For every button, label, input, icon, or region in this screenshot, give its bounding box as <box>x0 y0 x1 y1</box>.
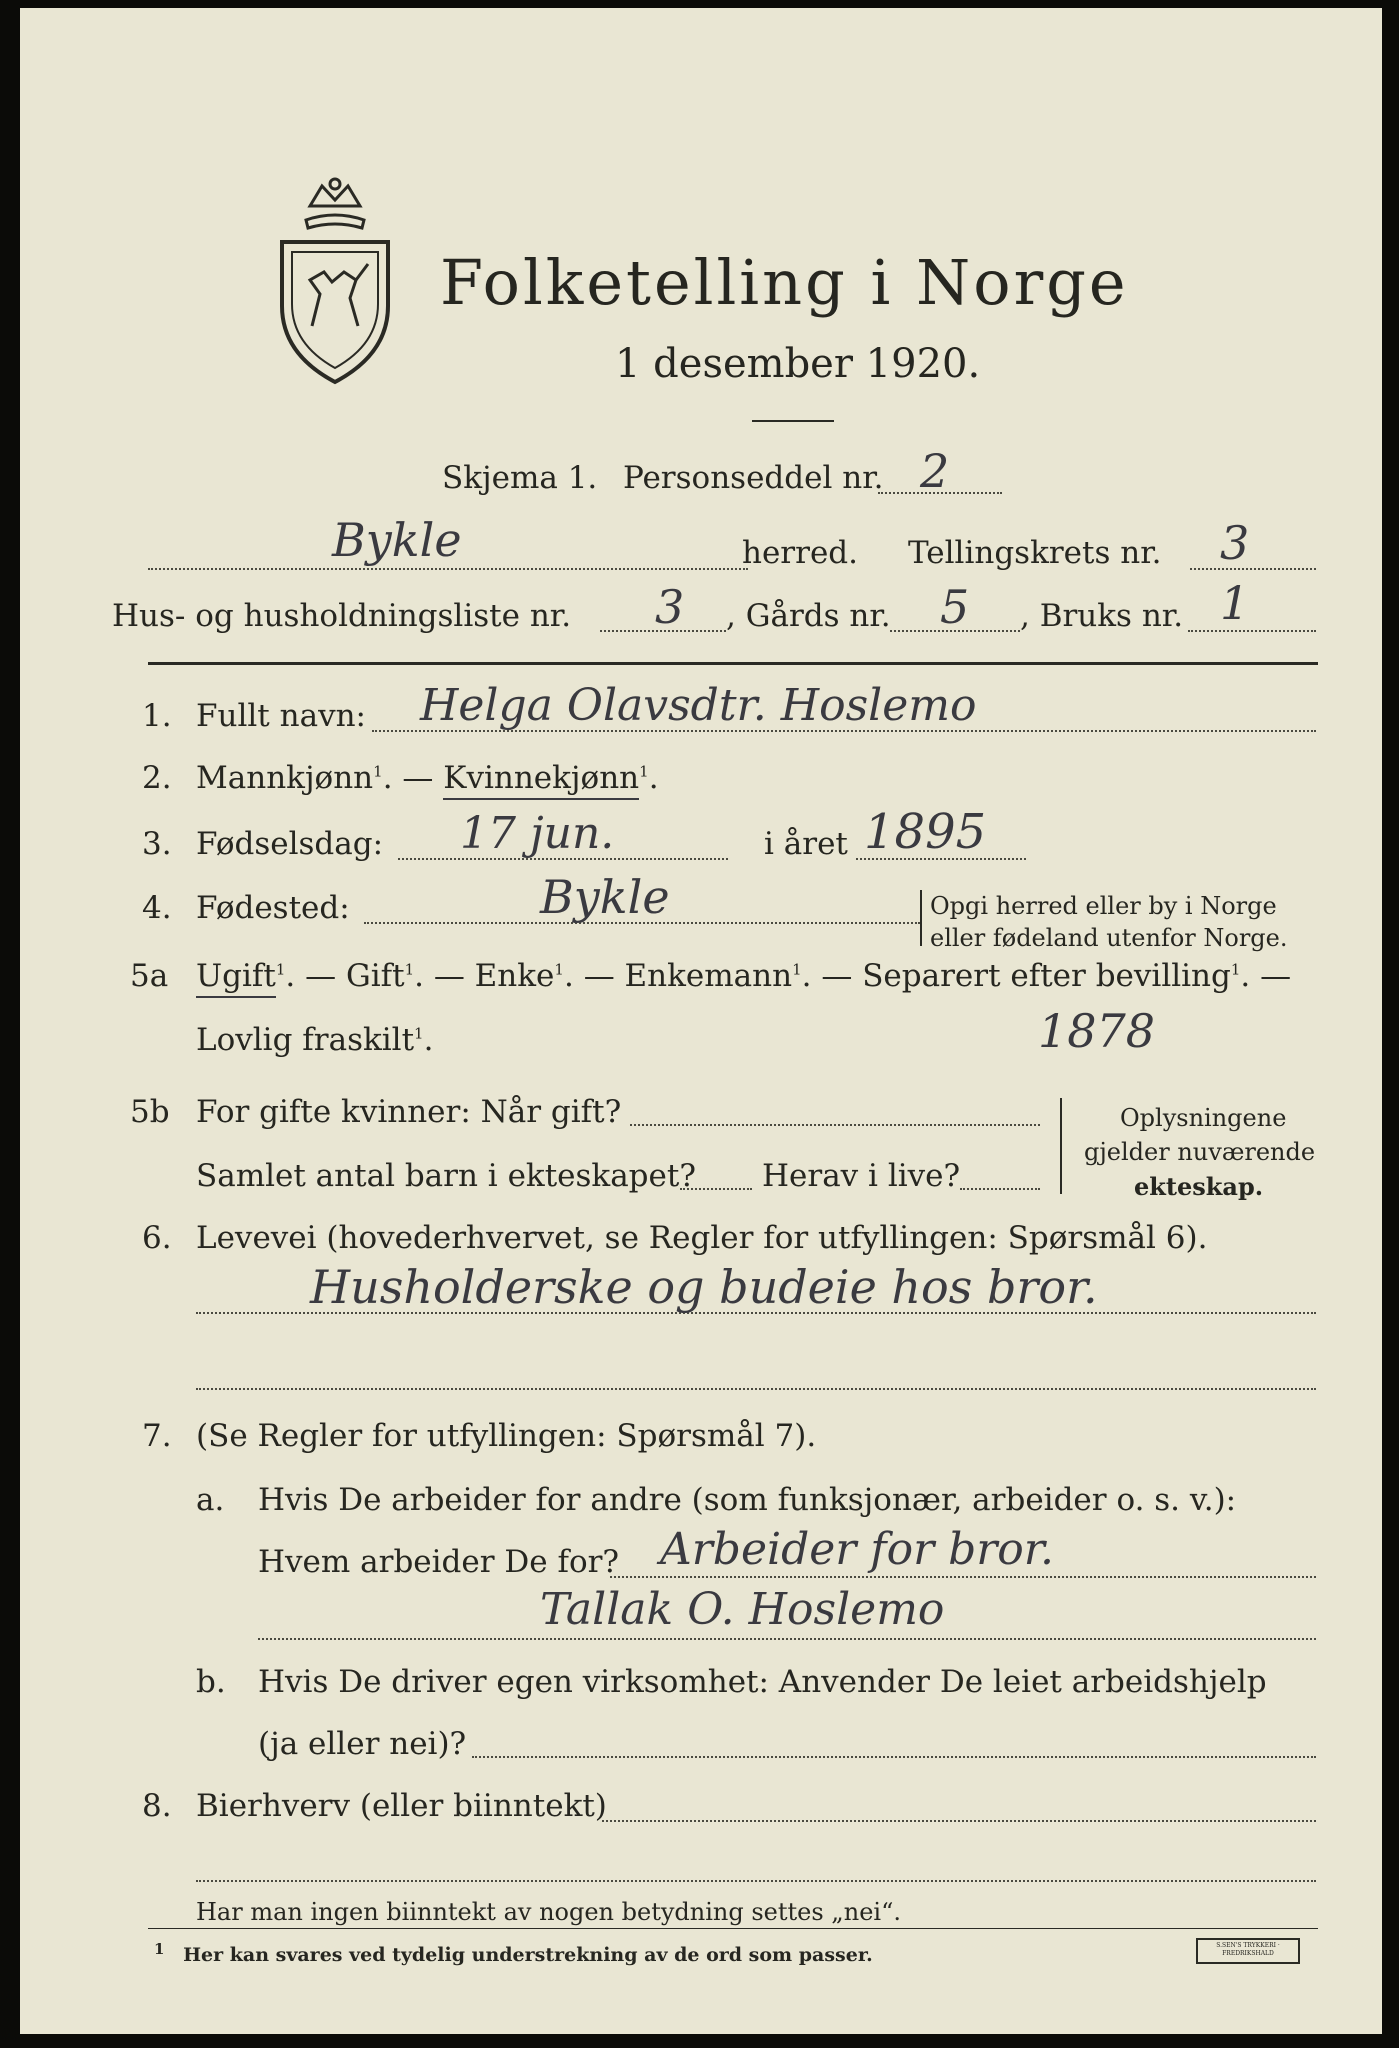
separert-option: — Separert efter bevilling <box>821 958 1231 994</box>
dot: . <box>414 958 424 994</box>
gards-value: 5 <box>940 580 970 634</box>
skjema-label: Skjema 1. <box>442 460 598 496</box>
employer-value: Arbeider for bror. <box>660 1524 1054 1575</box>
header-divider <box>148 662 1318 665</box>
q4-label: Fødested: <box>196 890 350 926</box>
q6-number: 6. <box>142 1220 172 1256</box>
q2-number: 2. <box>142 760 172 796</box>
dot: . <box>285 958 296 994</box>
kvinnekjonn-option: Kvinnekjønn <box>443 760 639 800</box>
footnote-mark: 1 <box>1230 960 1241 979</box>
herred-value: Bykle <box>332 513 462 567</box>
personseddel-value: 2 <box>920 444 950 498</box>
tellingskrets-line <box>1190 568 1316 570</box>
q7-label: (Se Regler for utfyllingen: Spørsmål 7). <box>196 1418 817 1454</box>
title-divider <box>752 420 834 422</box>
occupation-value: Husholderske og budeie hos bror. <box>310 1260 1098 1314</box>
enkemann-option: — Enkemann <box>583 958 793 994</box>
nei-note: Har man ingen biinntekt av nogen betydning settes „nei“. <box>196 1898 901 1926</box>
q4-brace <box>920 890 922 946</box>
q5b-note2: gjelder nuværende <box>1084 1138 1316 1166</box>
q5b-label2: Samlet antal barn i ekteskapet? <box>196 1158 696 1194</box>
q5b-line1 <box>630 1124 1040 1126</box>
footnote-divider <box>148 1928 1318 1929</box>
q5b-note3: ekteskap. <box>1134 1172 1264 1201</box>
husholdningsliste-value: 3 <box>655 580 685 634</box>
footnote-mark: 1 <box>414 1024 424 1043</box>
enke-option: — Enke <box>433 958 555 994</box>
ugift-option: Ugift <box>196 958 276 998</box>
end-dash: . — <box>1240 958 1292 994</box>
husholdningsliste-label: Hus- og husholdningsliste nr. <box>112 598 572 634</box>
q7a-text: Hvis De arbeider for andre (som funksjonær, arbeider o. s. v.): <box>258 1482 1237 1518</box>
q5b-brace <box>1060 1098 1062 1194</box>
q5a-annotation: 1878 <box>1038 1004 1156 1058</box>
q8-line2 <box>196 1880 1316 1882</box>
q5b-label1: For gifte kvinner: Når gift? <box>196 1094 622 1130</box>
q1-label: Fullt navn: <box>196 698 366 734</box>
bruks-value: 1 <box>1220 576 1250 630</box>
dot: . <box>801 958 812 994</box>
coat-of-arms-icon <box>270 176 400 391</box>
bruks-line <box>1188 630 1316 632</box>
q5b-line3 <box>960 1188 1040 1190</box>
footnote-mark: 1 <box>373 762 383 781</box>
q7-number: 7. <box>142 1418 172 1454</box>
q6-line2 <box>196 1388 1316 1390</box>
q5b-number: 5b <box>130 1094 170 1130</box>
printer-stamp-text: S.SEN'S TRYKKERI · FREDRIKSHALD <box>1216 1942 1280 1957</box>
gift-option: — Gift <box>305 958 405 994</box>
q8-label: Bierhverv (eller biinntekt) <box>196 1788 607 1824</box>
q5a-number: 5a <box>130 958 169 994</box>
birth-year-value: 1895 <box>864 804 987 860</box>
q7b-letter: b. <box>196 1664 226 1700</box>
q5b-label3: Herav i live? <box>762 1158 961 1194</box>
q2-options <box>196 760 659 796</box>
personseddel-label: Personseddel nr. <box>623 460 884 496</box>
footnote-mark: 1 <box>792 960 802 979</box>
q7a-question: Hvem arbeider De for? <box>258 1544 620 1580</box>
footnote-text: Her kan svares ved tydelig understrekning av de ord som passer. <box>183 1944 873 1967</box>
q5a-options <box>196 958 1291 994</box>
footnote-mark: 1 <box>639 762 649 781</box>
form-date: 1 desember 1920. <box>615 341 981 387</box>
fraskilt-option: Lovlig fraskilt <box>196 1022 415 1058</box>
q3-label: Fødselsdag: <box>196 826 384 862</box>
q1-number: 1. <box>142 698 172 734</box>
end-dot: . <box>648 760 659 796</box>
birthday-value: 17 jun. <box>460 808 615 859</box>
q4-note-line2: eller fødeland utenfor Norge. <box>930 924 1288 952</box>
dot: . <box>423 1022 434 1058</box>
q7b-question: (ja eller nei)? <box>258 1726 467 1762</box>
q4-note-line1: Opgi herred eller by i Norge <box>930 892 1277 920</box>
gards-label: , Gårds nr. <box>726 598 891 634</box>
separator: . — <box>382 760 434 796</box>
printer-stamp <box>1196 1938 1300 1964</box>
q5b-note1: Oplysningene <box>1120 1104 1287 1132</box>
tellingskrets-label: Tellingskrets nr. <box>908 535 1162 571</box>
q8-line1 <box>602 1820 1316 1822</box>
q7a-line2 <box>258 1638 1316 1640</box>
full-name-value: Helga Olavsdtr. Hoslemo <box>420 680 977 731</box>
herred-line <box>148 568 748 570</box>
q6-label: Levevei (hovederhvervet, se Regler for utfyllingen: Spørsmål 6). <box>196 1220 1208 1256</box>
footnote-mark: 1 <box>554 960 564 979</box>
dot: . <box>563 958 574 994</box>
footnote-mark: 1 <box>404 960 415 979</box>
birth-year-label: i året <box>764 826 848 862</box>
q7a-letter: a. <box>196 1482 225 1518</box>
birthplace-value: Bykle <box>540 870 670 924</box>
q3-number: 3. <box>142 826 172 862</box>
footnote-mark: 1 <box>275 960 286 979</box>
census-form <box>20 8 1382 2034</box>
footnote-mark: 1 <box>154 1940 165 1958</box>
q7a-line1 <box>610 1576 1316 1578</box>
q7b-line <box>472 1756 1316 1758</box>
bruks-label: , Bruks nr. <box>1020 598 1184 634</box>
employer-name-value: Tallak O. Hoslemo <box>540 1584 945 1635</box>
q4-number: 4. <box>142 890 172 926</box>
q5b-line2 <box>680 1188 752 1190</box>
mannkjonn-option: Mannkjønn <box>196 760 374 796</box>
form-title: Folketelling i Norge <box>440 246 1129 319</box>
q8-number: 8. <box>142 1788 172 1824</box>
fraskilt-option-row <box>196 1022 433 1058</box>
footnote <box>154 1940 873 1966</box>
q7b-text: Hvis De driver egen virksomhet: Anvender De leiet arbeidshjelp <box>258 1664 1267 1700</box>
tellingskrets-value: 3 <box>1220 516 1250 570</box>
herred-label: herred. <box>742 535 858 571</box>
